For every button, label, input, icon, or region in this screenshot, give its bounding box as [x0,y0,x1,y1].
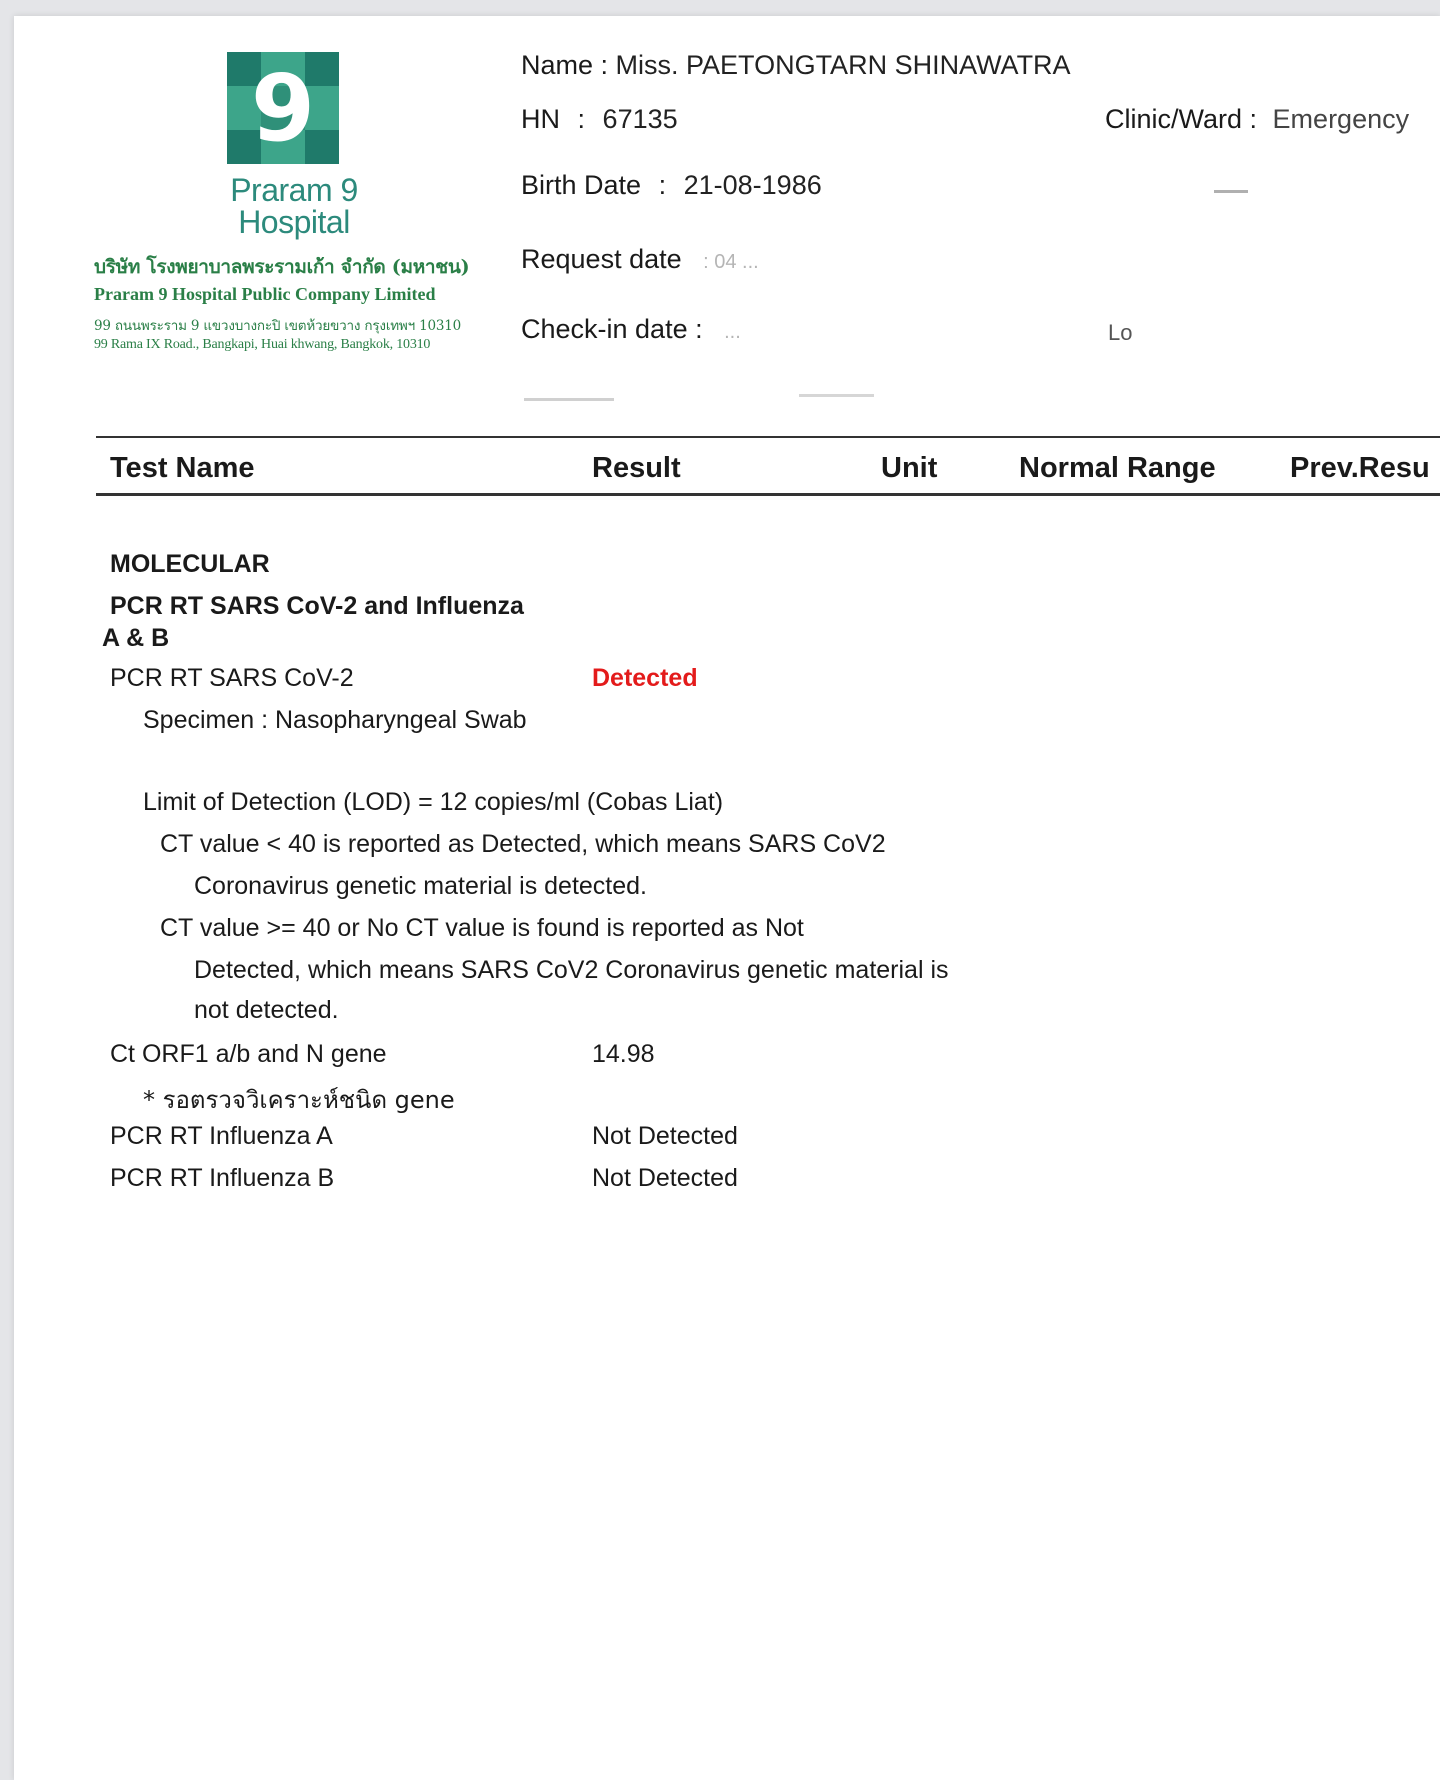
clinic-ward-row [1105,104,1409,135]
checkin-date-value-redacted: ... [724,321,741,343]
specimen-note: Specimen : Nasopharyngeal Swab [143,706,527,734]
hn-separator: : [577,104,586,134]
test-covid-result: Detected [592,664,698,692]
birth-date-label: Birth Date [521,170,642,200]
test-ct-value: 14.98 [592,1040,655,1068]
patient-name-value: Miss. PAETONGTARN SHINAWATRA [615,50,1071,80]
birth-date-row [521,170,822,201]
col-prev-result: Prev.Resu [1290,452,1430,484]
logo-numeral: 9 [250,55,316,162]
ct-not-detected-note-line2: Detected, which means SARS CoV2 Coronavirus genetic material is [194,956,949,984]
request-date-row [521,244,759,275]
header-bottom-rule [96,493,1440,496]
panel-title-line1: PCR RT SARS CoV-2 and Influenza [110,592,524,620]
logo-wordmark [134,174,454,238]
logo-name-line2: Hospital [238,204,350,240]
ct-detected-note-line2: Coronavirus genetic material is detected. [194,872,648,900]
test-flu-a-name: PCR RT Influenza A [110,1122,333,1150]
col-test-name: Test Name [110,452,255,484]
logo-name-line1: Praram 9 [230,172,358,208]
hospital-logo-icon [227,52,339,164]
redacted-mark [1214,190,1248,193]
birth-date-value: 21-08-1986 [683,170,822,200]
redacted-line [524,398,614,401]
company-name-thai: บริษัท โรงพยาบาลพระรามเก้า จำกัด (มหาชน) [94,256,470,278]
hn-row [521,104,678,135]
birth-date-separator: : [658,170,667,200]
address-thai: 99 ถนนพระราม 9 แขวงบางกะปิ เขตห้วยขวาง กรุงเทพฯ 10310 [94,318,462,334]
address-english: 99 Rama IX Road., Bangkapi, Huai khwang, Bangkok, 10310 [94,337,431,352]
location-label-partial: Lo [1108,320,1133,345]
ct-detected-note-line1: CT value < 40 is reported as Detected, which means SARS CoV2 [160,830,886,858]
redacted-line [799,394,874,397]
clinic-ward-label: Clinic/Ward : [1105,104,1258,134]
test-flu-b-name: PCR RT Influenza B [110,1164,335,1192]
header-top-rule [96,436,1440,438]
col-result: Result [592,452,681,484]
name-label: Name : [521,50,609,80]
ct-not-detected-note-line3: not detected. [194,996,339,1024]
hn-label: HN [521,104,560,134]
col-unit: Unit [881,452,938,484]
test-flu-a-result: Not Detected [592,1122,738,1150]
checkin-date-row [521,314,741,345]
test-ct-name: Ct ORF1 a/b and N gene [110,1040,387,1068]
report-page [14,16,1440,1780]
col-normal-range: Normal Range [1019,452,1216,484]
panel-title-line2: A & B [102,624,170,652]
ct-gene-note: * รอตรวจวิเคราะห์ชนิด gene [143,1086,455,1114]
request-date-value-redacted: : 04 ... [703,251,759,273]
ct-not-detected-note-line1: CT value >= 40 or No CT value is found is reported as Not [160,914,804,942]
request-date-label: Request date [521,244,682,274]
section-title: MOLECULAR [110,550,270,578]
test-flu-b-result: Not Detected [592,1164,738,1192]
patient-name-row [521,50,1071,81]
test-covid-name: PCR RT SARS CoV-2 [110,664,354,692]
hn-value: 67135 [602,104,678,134]
company-name-english: Praram 9 Hospital Public Company Limited [94,284,436,304]
checkin-date-label: Check-in date : [521,314,703,344]
lod-note: Limit of Detection (LOD) = 12 copies/ml (Cobas Liat) [143,788,724,816]
clinic-ward-value: Emergency [1272,104,1410,134]
